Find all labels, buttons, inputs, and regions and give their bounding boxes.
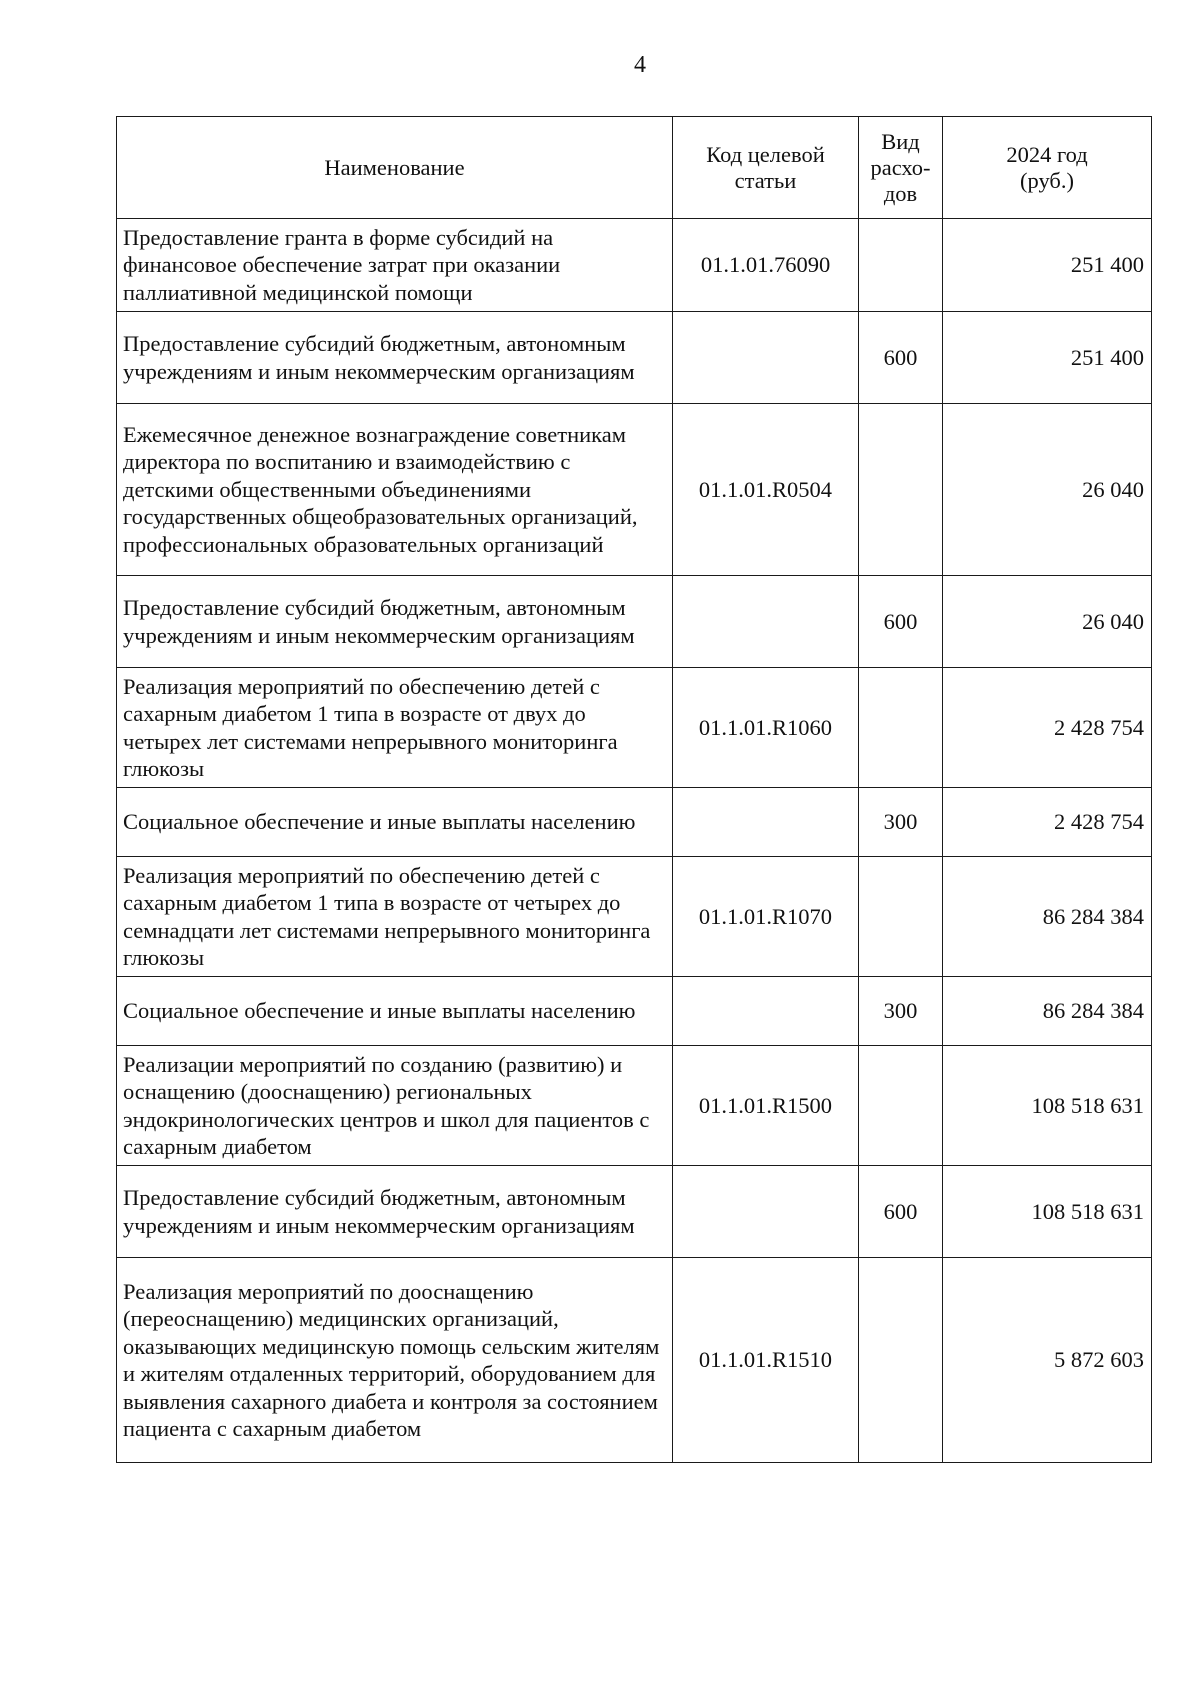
table-row <box>117 576 1152 668</box>
row-code <box>673 576 859 668</box>
header-kind <box>859 117 943 219</box>
row-code: 01.1.01.R1060 <box>673 668 859 788</box>
table-body <box>117 219 1152 1463</box>
row-code: 01.1.01.R1070 <box>673 857 859 977</box>
table-row <box>117 1258 1152 1463</box>
header-name <box>117 117 673 219</box>
row-name: Предоставление субсидий бюджетным, автономным учреждениям и иным некоммерческим организациям <box>117 576 673 668</box>
budget-table <box>116 116 1152 1463</box>
header-sum-line: (руб.) <box>1020 167 1074 193</box>
row-code: 01.1.01.R1500 <box>673 1046 859 1166</box>
row-name: Предоставление гранта в форме субсидий на финансовое обеспечение затрат при оказании паллиативной медицинской помощи <box>117 219 673 312</box>
row-name: Социальное обеспечение и иные выплаты населению <box>117 977 673 1046</box>
row-code <box>673 977 859 1046</box>
table-row <box>117 1046 1152 1166</box>
header-kind-line: дов <box>883 180 918 206</box>
row-name: Социальное обеспечение и иные выплаты населению <box>117 788 673 857</box>
row-sum: 251 400 <box>943 219 1152 312</box>
row-sum: 26 040 <box>943 404 1152 576</box>
row-name: Реализации мероприятий по созданию (развитию) и оснащению (дооснащению) региональных эндокринологических центров и школ для пациентов с сахарным диабетом <box>117 1046 673 1166</box>
row-code <box>673 788 859 857</box>
row-name: Ежемесячное денежное вознаграждение советникам директора по воспитанию и взаимодействию с детскими общественными объединениями государственных общеобразовательных организаций, профессиональных образовательных организаций <box>117 404 673 576</box>
table-row <box>117 977 1152 1046</box>
row-code: 01.1.01.76090 <box>673 219 859 312</box>
row-kind <box>859 1046 943 1166</box>
header-row <box>117 117 1152 219</box>
header-kind-line: Вид <box>881 128 920 154</box>
header-code <box>673 117 859 219</box>
header-sum <box>943 117 1152 219</box>
row-kind <box>859 219 943 312</box>
table-row <box>117 312 1152 404</box>
row-code: 01.1.01.R1510 <box>673 1258 859 1463</box>
row-kind <box>859 668 943 788</box>
row-sum: 5 872 603 <box>943 1258 1152 1463</box>
table-row <box>117 788 1152 857</box>
row-sum: 251 400 <box>943 312 1152 404</box>
row-code: 01.1.01.R0504 <box>673 404 859 576</box>
row-sum: 86 284 384 <box>943 857 1152 977</box>
row-sum: 2 428 754 <box>943 668 1152 788</box>
row-code <box>673 1166 859 1258</box>
table-row <box>117 668 1152 788</box>
row-code <box>673 312 859 404</box>
table-row <box>117 1166 1152 1258</box>
header-code-line: Код целевой <box>706 141 825 167</box>
row-sum: 108 518 631 <box>943 1046 1152 1166</box>
row-kind: 600 <box>859 1166 943 1258</box>
row-kind: 600 <box>859 312 943 404</box>
table-row <box>117 219 1152 312</box>
row-sum: 108 518 631 <box>943 1166 1152 1258</box>
row-kind <box>859 404 943 576</box>
row-name: Реализация мероприятий по дооснащению (переоснащению) медицинских организаций, оказывающих медицинскую помощь сельским жителям и жителям отдаленных территорий, оборудованием для выявления сахарного диабета и контроля за состоянием пациента с сахарным диабетом <box>117 1258 673 1463</box>
row-name: Реализация мероприятий по обеспечению детей с сахарным диабетом 1 типа в возрасте от двух до четырех лет системами непрерывного мониторинга глюкозы <box>117 668 673 788</box>
row-kind <box>859 857 943 977</box>
table-row <box>117 857 1152 977</box>
row-name: Реализация мероприятий по обеспечению детей с сахарным диабетом 1 типа в возрасте от четырех до семнадцати лет системами непрерывного мониторинга глюкозы <box>117 857 673 977</box>
row-name: Предоставление субсидий бюджетным, автономным учреждениям и иным некоммерческим организациям <box>117 312 673 404</box>
row-kind <box>859 1258 943 1463</box>
row-name: Предоставление субсидий бюджетным, автономным учреждениям и иным некоммерческим организациям <box>117 1166 673 1258</box>
row-kind: 300 <box>859 977 943 1046</box>
header-kind-line: расхо- <box>870 154 931 180</box>
row-sum: 26 040 <box>943 576 1152 668</box>
table-header <box>117 117 1152 219</box>
row-sum: 86 284 384 <box>943 977 1152 1046</box>
row-kind: 600 <box>859 576 943 668</box>
page-number: 4 <box>634 52 646 78</box>
header-name-text: Наименование <box>324 154 465 180</box>
row-kind: 300 <box>859 788 943 857</box>
table-row <box>117 404 1152 576</box>
header-code-line: статьи <box>734 167 797 193</box>
row-sum: 2 428 754 <box>943 788 1152 857</box>
header-sum-line: 2024 год <box>1006 141 1088 167</box>
